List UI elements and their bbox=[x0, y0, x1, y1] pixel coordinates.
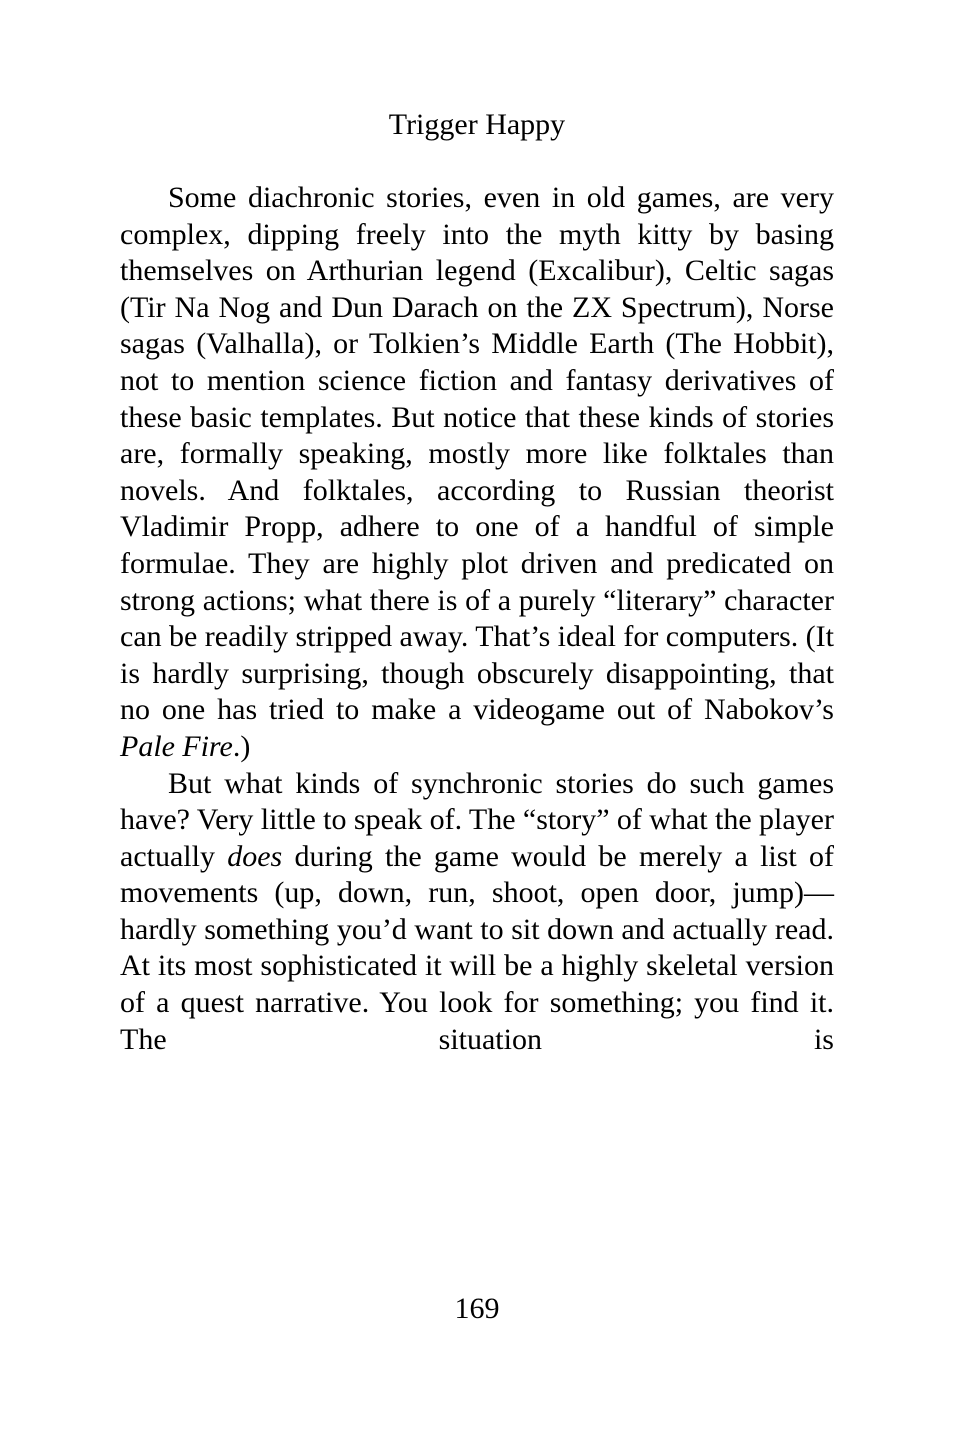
running-head-title: Trigger Happy bbox=[388, 108, 566, 141]
body-text bbox=[120, 180, 834, 1058]
paragraph-1-text: Some diachronic stories, even in old games, are very complex, dipping freely into the myth kitty by basing themselves on Arthurian legend (Excalibur), Celtic sagas (Tir Na Nog and Dun Darach on the ZX Spectrum), Norse sagas (Valhalla), or Tolkien’s Middle Earth (The Hobbit), not to mention science fiction and fantasy derivatives of these basic templates. But notice that these kinds of stories are, formally speaking, mostly more like folktales than novels. And folktales, according to Russian theorist Vladimir Propp, adhere to one of a handful of simple formulae. They are highly plot driven and predicated on strong actions; what there is of a purely “literary” character can be readily stripped away. That’s ideal for computers. (It is hardly surprising, though obscurely disappointing, that no one has tried to make a videogame out of Nabokov’s bbox=[120, 181, 834, 727]
paragraph-2 bbox=[120, 766, 834, 1059]
paragraph-1-closing: .) bbox=[232, 729, 251, 763]
paragraph-1 bbox=[120, 180, 834, 766]
paragraph-2-text: But what kinds of synchronic stories do such games have? Very little to speak of. The “story” of what the player actually bbox=[120, 766, 834, 873]
paragraph-2-continuation: during the game would be merely a list of movements (up, down, run, shoot, open door, jump)—hardly something you’d want to sit down and actually read. At its most sophisticated it will be a highly skeletal version of a quest narrative. You look for something; you find it. The situation is bbox=[120, 839, 834, 1056]
emphasis-does: does bbox=[227, 839, 283, 873]
book-title-pale-fire: Pale Fire bbox=[120, 729, 233, 763]
page-number: 169 bbox=[454, 1292, 500, 1325]
